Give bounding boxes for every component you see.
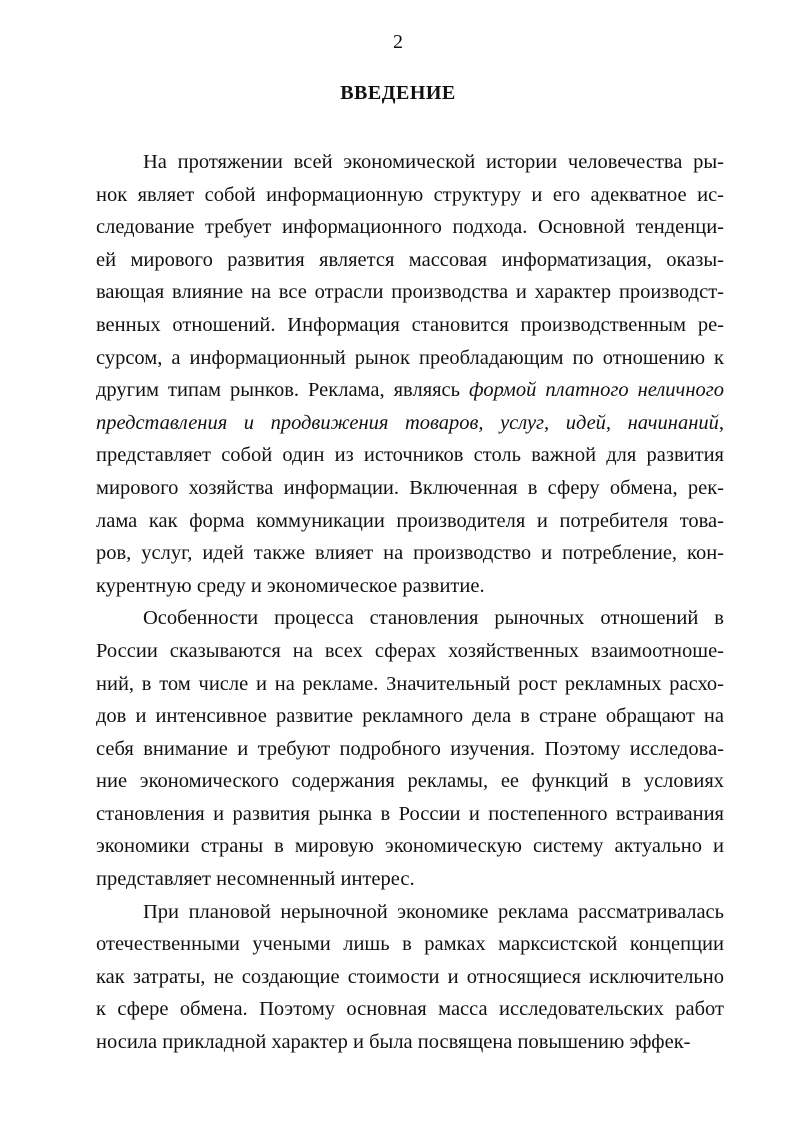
text-line	[96, 537, 724, 570]
text-line	[96, 993, 724, 1026]
text-segment: мирового хозяйства информации. Включенная в сферу обмена, рек-	[96, 476, 724, 499]
italic-text: формой платного неличного	[469, 379, 724, 402]
text-segment: следование требует информационного подхода. Основной тенденци-	[96, 216, 724, 239]
text-segment: лама как форма коммуникации производителя и потребителя това-	[96, 509, 724, 532]
text-segment: ,	[718, 411, 724, 434]
text-segment: На протяжении всей экономической истории человечества ры-	[143, 151, 724, 173]
paragraph	[96, 146, 724, 602]
text-segment: ние экономического содержания рекламы, ее функций в условиях	[96, 770, 724, 793]
text-segment: себя внимание и требуют подробного изучения. Поэтому исследова-	[96, 737, 724, 760]
text-segment: отечественными учеными лишь в рамках марксистской концепции	[96, 933, 724, 956]
text-line	[96, 309, 724, 342]
text-segment: При плановой нерыночной экономике реклама рассматривалась	[143, 900, 724, 923]
text-line	[96, 700, 724, 733]
text-line	[96, 765, 724, 798]
text-line	[96, 668, 724, 701]
text-segment: представляет несомненный интерес.	[96, 868, 415, 891]
text-segment: сурсом, а информационный рынок преобладающим по отношению к	[96, 346, 724, 369]
text-line	[96, 472, 724, 505]
text-line	[96, 602, 724, 635]
text-segment: представляет собой один из источников столь важной для развития	[96, 444, 724, 467]
page-title: ВВЕДЕНИЕ	[340, 82, 456, 104]
text-segment: курентную среду и экономическое развитие.	[96, 574, 485, 597]
text-line	[96, 244, 724, 277]
text-line	[96, 570, 724, 603]
text-line	[96, 276, 724, 309]
text-line	[96, 374, 724, 407]
text-segment: становления и развития рынка в России и постепенного встраивания	[96, 802, 724, 825]
paragraph	[96, 896, 724, 1059]
text-line	[96, 439, 724, 472]
text-line	[96, 342, 724, 375]
text-line	[96, 211, 724, 244]
text-line	[96, 733, 724, 766]
paragraph	[96, 602, 724, 895]
body-text	[96, 146, 724, 1059]
text-segment: венных отношений. Информация становится производственным ре-	[96, 313, 724, 336]
text-line	[96, 407, 724, 440]
text-segment: ей мирового развития является массовая информатизация, оказы-	[96, 248, 724, 271]
text-segment: носила прикладной характер и была посвящена повышению эффек-	[96, 1031, 691, 1054]
italic-text: представления и продвижения товаров, услуг, идей, начинаний	[96, 411, 719, 434]
text-line	[96, 635, 724, 668]
text-segment: нок являет собой информационную структуру и его адекватное ис-	[96, 183, 724, 206]
page-number: 2	[393, 31, 403, 53]
text-line	[96, 505, 724, 538]
text-segment: экономики страны в мировую экономическую систему актуально и	[96, 835, 724, 858]
text-segment: вающая влияние на все отрасли производства и характер производст-	[96, 281, 724, 304]
text-line	[96, 1026, 724, 1059]
text-line	[96, 896, 724, 929]
text-line	[96, 798, 724, 831]
text-segment: к сфере обмена. Поэтому основная масса исследовательских работ	[96, 998, 724, 1021]
text-segment: другим типам рынков. Реклама, являясь	[96, 379, 470, 402]
text-line	[96, 146, 724, 179]
text-line	[96, 830, 724, 863]
text-segment: как затраты, не создающие стоимости и относящиеся исключительно	[96, 965, 724, 988]
text-segment: России сказываются на всех сферах хозяйственных взаимоотноше-	[96, 639, 724, 662]
text-line	[96, 961, 724, 994]
text-line	[96, 863, 724, 896]
text-line	[96, 179, 724, 212]
text-segment: ний, в том числе и на рекламе. Значительный рост рекламных расхо-	[96, 672, 724, 695]
text-segment: Особенности процесса становления рыночных отношений в	[143, 607, 724, 630]
text-segment: дов и интенсивное развитие рекламного дела в стране обращают на	[96, 705, 724, 728]
text-segment: ров, услуг, идей также влияет на производство и потребление, кон-	[96, 542, 724, 565]
text-line	[96, 928, 724, 961]
